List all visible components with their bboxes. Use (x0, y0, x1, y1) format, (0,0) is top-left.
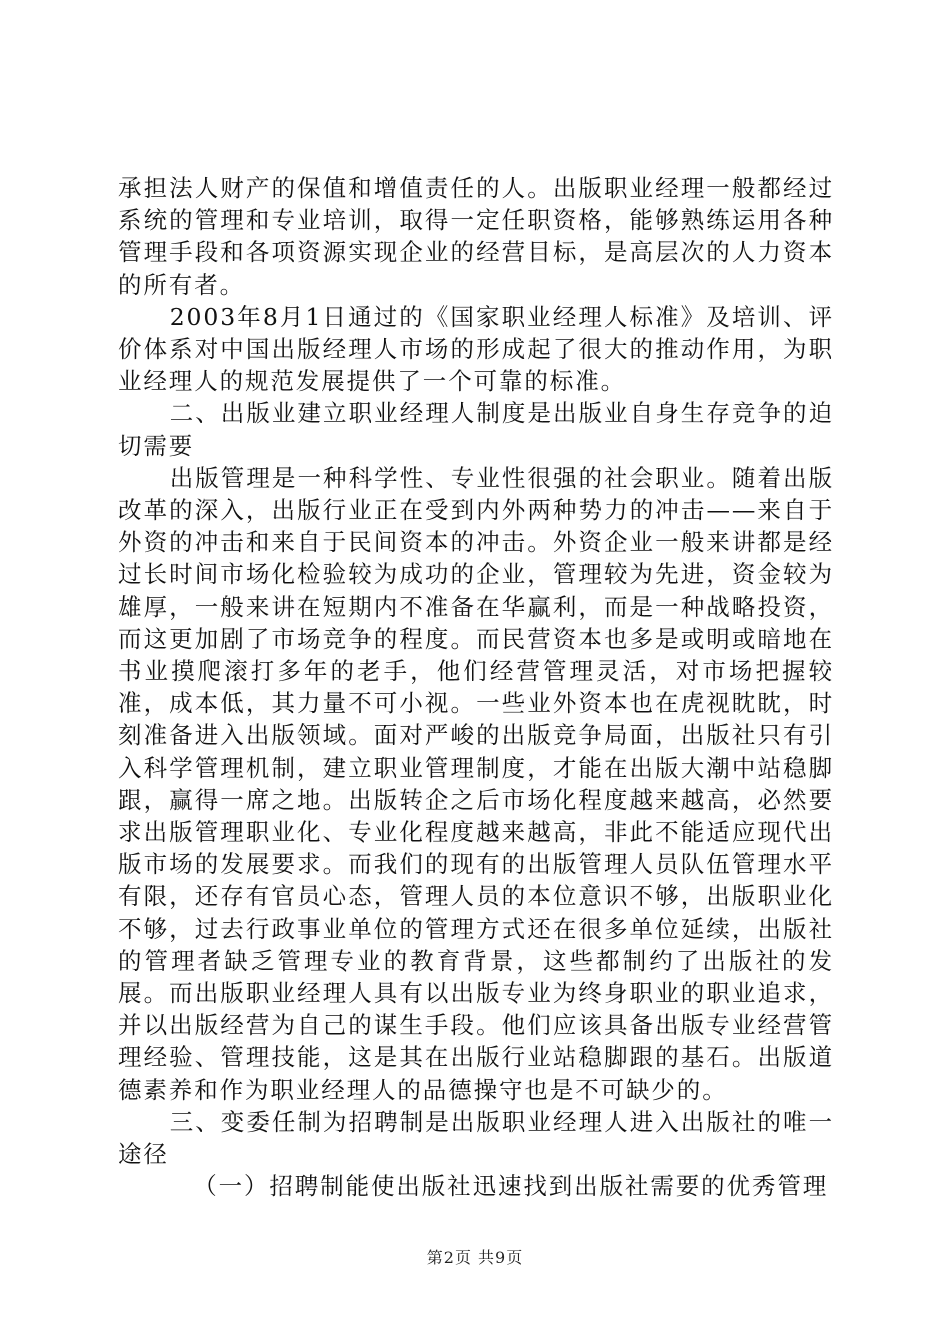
subsection-heading-one: （一）招聘制能使出版社迅速找到出版社需要的优秀管理 (193, 1172, 829, 1201)
page-footer: 第2页 共9页 (426, 1248, 524, 1267)
section-heading-two: 二、出版业建立职业经理人制度是出版业自身生存竞争的迫切需要 (118, 399, 834, 460)
paragraph-continuation: 承担法人财产的保值和增值责任的人。出版职业经理一般都经过系统的管理和专业培训，取得一定任职资格，能够熟练运用各种管理手段和各项资源实现企业的经营目标，是高层次的人力资本的所有者。 (118, 174, 834, 299)
section-heading-three: 三、变委任制为招聘制是出版职业经理人进入出版社的唯一途径 (118, 1107, 834, 1169)
paragraph-standard: 2003年8月1日通过的《国家职业经理人标准》及培训、评价体系对中国出版经理人市场的形成起了很大的推动作用，为职业经理人的规范发展提供了一个可靠的标准。 (118, 302, 834, 396)
document-body (118, 172, 834, 1203)
paragraph-body: 出版管理是一种科学性、专业性很强的社会职业。随着出版改革的深入，出版行业正在受到内外两种势力的冲击——来自于外资的冲击和来自于民间资本的冲击。外资企业一般来讲都是经过长时间市场化检验较为成功的企业，管理较为先进，资金较为雄厚，一般来讲在短期内不准备在华赢利，而是一种战略投资，而这更加剧了市场竞争的程度。而民营资本也多是或明或暗地在书业摸爬滚打多年的老手，他们经营管理灵活，对市场把握较准，成本低，其力量不可小视。一些业外资本也在虎视眈眈，时刻准备进入出版领域。面对严峻的出版竞争局面，出版社只有引入科学管理机制，建立职业管理制度，才能在出版大潮中站稳脚跟，赢得一席之地。出版转企之后市场化程度越来越高，必然要求出版管理职业化、专业化程度越来越高，非此不能适应现代出版市场的发展要求。而我们的现有的出版管理人员队伍管理水平有限，还存有官员心态，管理人员的本位意识不够，出版职业化不够，过去行政事业单位的管理方式还在很多单位延续，出版社的管理者缺乏管理专业的教育背景，这些都制约了出版社的发展。而出版职业经理人具有以出版专业为终身职业的职业追求，并以出版经营为自己的谋生手段。他们应该具备出版专业经营管理经验、管理技能，这是其在出版行业站稳脚跟的基石。出版道德素养和作为职业经理人的品德操守也是不可缺少的。 (118, 463, 834, 1104)
